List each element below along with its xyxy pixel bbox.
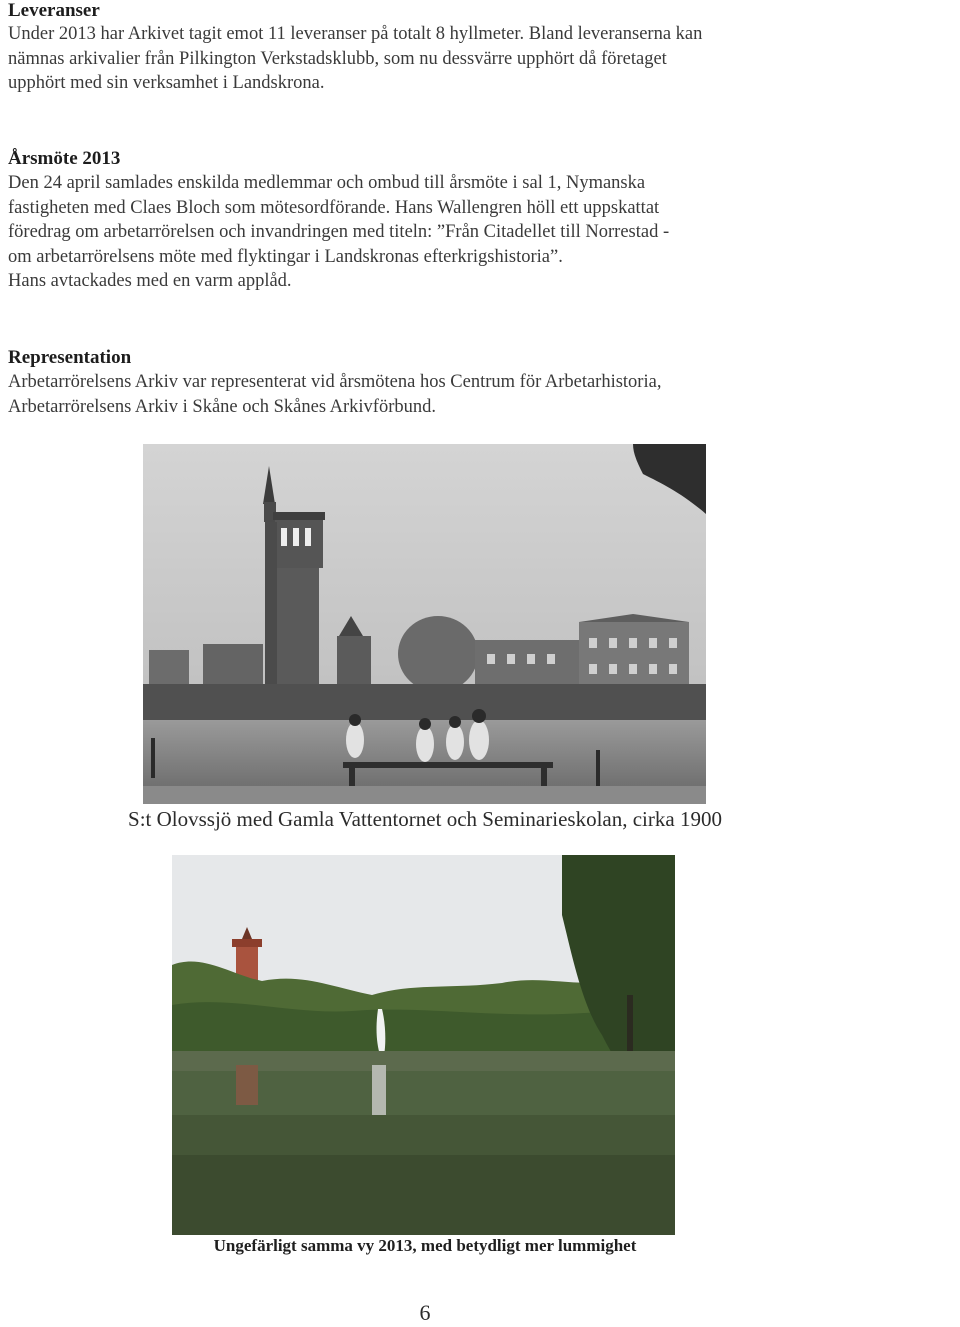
page-number: 6 [419,1300,431,1325]
modern-photo-caption: Ungefärligt samma vy 2013, med betydligt mer lummighet [213,1236,637,1255]
text-line: fastigheten med Claes Bloch som mötesordförande. Hans Wallengren höll ett uppskattat [8,197,660,218]
historic-photo-caption: S:t Olovssjö med Gamla Vattentornet och Seminarieskolan, cirka 1900 [128,807,722,831]
modern-photo [172,855,675,1235]
section-heading-arsmote: Årsmöte 2013 [8,148,121,169]
paragraph-leveranser [8,22,702,96]
text-line: upphört med sin verksamhet i Landskrona. [8,73,325,93]
text-line: föredrag om arbetarrörelsen och invandringen med titeln: ”Från Citadellet till Norrestad - [8,222,670,242]
text-line: Hans avtackades med en varm applåd. [8,271,292,291]
text-line: Den 24 april samlades enskilda medlemmar och ombud till årsmöte i sal 1, Nymanska [8,173,646,193]
section-heading-representation: Representation [8,347,132,368]
text-line: om arbetarrörelsens möte med flyktingar i Landskronas efterkrigshistoria”. [8,246,563,267]
section-heading-leveranser: Leveranser [8,0,100,21]
text-line: Arbetarrörelsens Arkiv var representerat vid årsmötena hos Centrum för Arbetarhistoria, [8,372,662,392]
paragraph-arsmote [8,171,669,294]
text-line: Under 2013 har Arkivet tagit emot 11 leveranser på totalt 8 hyllmeter. Bland leveranserna kan [8,24,703,44]
historic-photo [143,444,706,804]
paragraph-representation [8,370,661,419]
text-line: nämnas arkivalier från Pilkington Verkstadsklubb, som nu dessvärre upphört då företaget [8,48,667,69]
text-line: Arbetarrörelsens Arkiv i Skåne och Skånes Arkivförbund. [8,396,436,417]
